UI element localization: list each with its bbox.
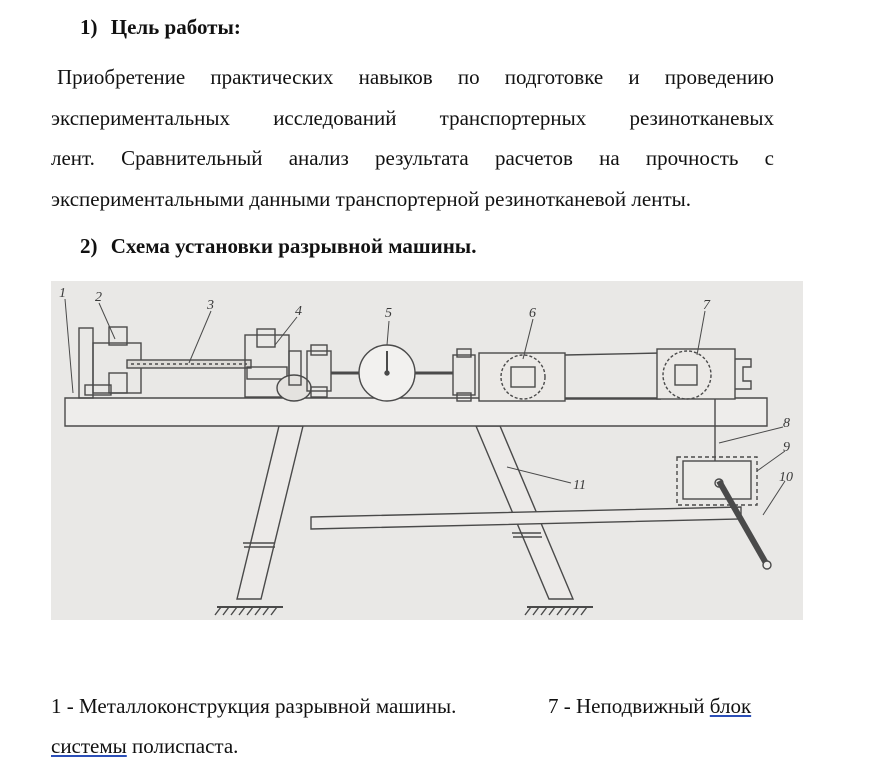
label-11: 11 [573, 478, 586, 493]
section-1-number: 1) [80, 15, 98, 39]
caption-item-1: 1 - Металлоконструкция разрывной машины. [51, 694, 457, 718]
dynamometer [359, 345, 415, 401]
goal-line: экспериментальными данными транспортерной резинотканевой ленты. [51, 186, 691, 211]
label-2: 2 [95, 290, 102, 305]
label-3: 3 [207, 298, 214, 313]
label-5: 5 [385, 306, 392, 321]
label-10: 10 [779, 470, 793, 485]
section-2-heading [80, 234, 476, 259]
machine-diagram-svg [51, 281, 803, 620]
figure-caption [51, 686, 811, 766]
caption-item-7-text: 7 - Неподвижный [548, 694, 710, 718]
label-9: 9 [783, 440, 790, 455]
caption-line2-suffix: полиспаста. [126, 734, 239, 758]
caption-item-7 [548, 686, 751, 726]
section-1-title: Цель работы: [110, 15, 241, 39]
goal-line: Приобретение практических навыков по подготовке и проведению [57, 65, 774, 89]
label-1: 1 [59, 286, 66, 301]
section-2-title: Схема установки разрывной машины. [110, 234, 477, 258]
goal-line: лент. Сравнительный анализ результата расчетов на прочность с [51, 146, 774, 170]
section-1-heading [80, 15, 241, 40]
caption-link-system[interactable]: системы [51, 734, 127, 758]
label-6: 6 [529, 306, 536, 321]
fixed-block [657, 349, 751, 399]
winch [677, 457, 757, 505]
label-4: 4 [295, 304, 302, 319]
frame-legs [215, 426, 741, 615]
caption-link-block[interactable]: блок [709, 694, 752, 718]
goal-line: экспериментальных исследований транспортерных резинотканевых [51, 105, 774, 130]
label-8: 8 [783, 416, 790, 431]
section-2-number: 2) [80, 234, 98, 258]
main-beam [65, 398, 767, 426]
machine-diagram [51, 281, 803, 620]
movable-block [479, 353, 565, 401]
movable-clamp [245, 329, 311, 401]
label-7: 7 [703, 298, 710, 313]
goal-paragraph [51, 57, 774, 219]
